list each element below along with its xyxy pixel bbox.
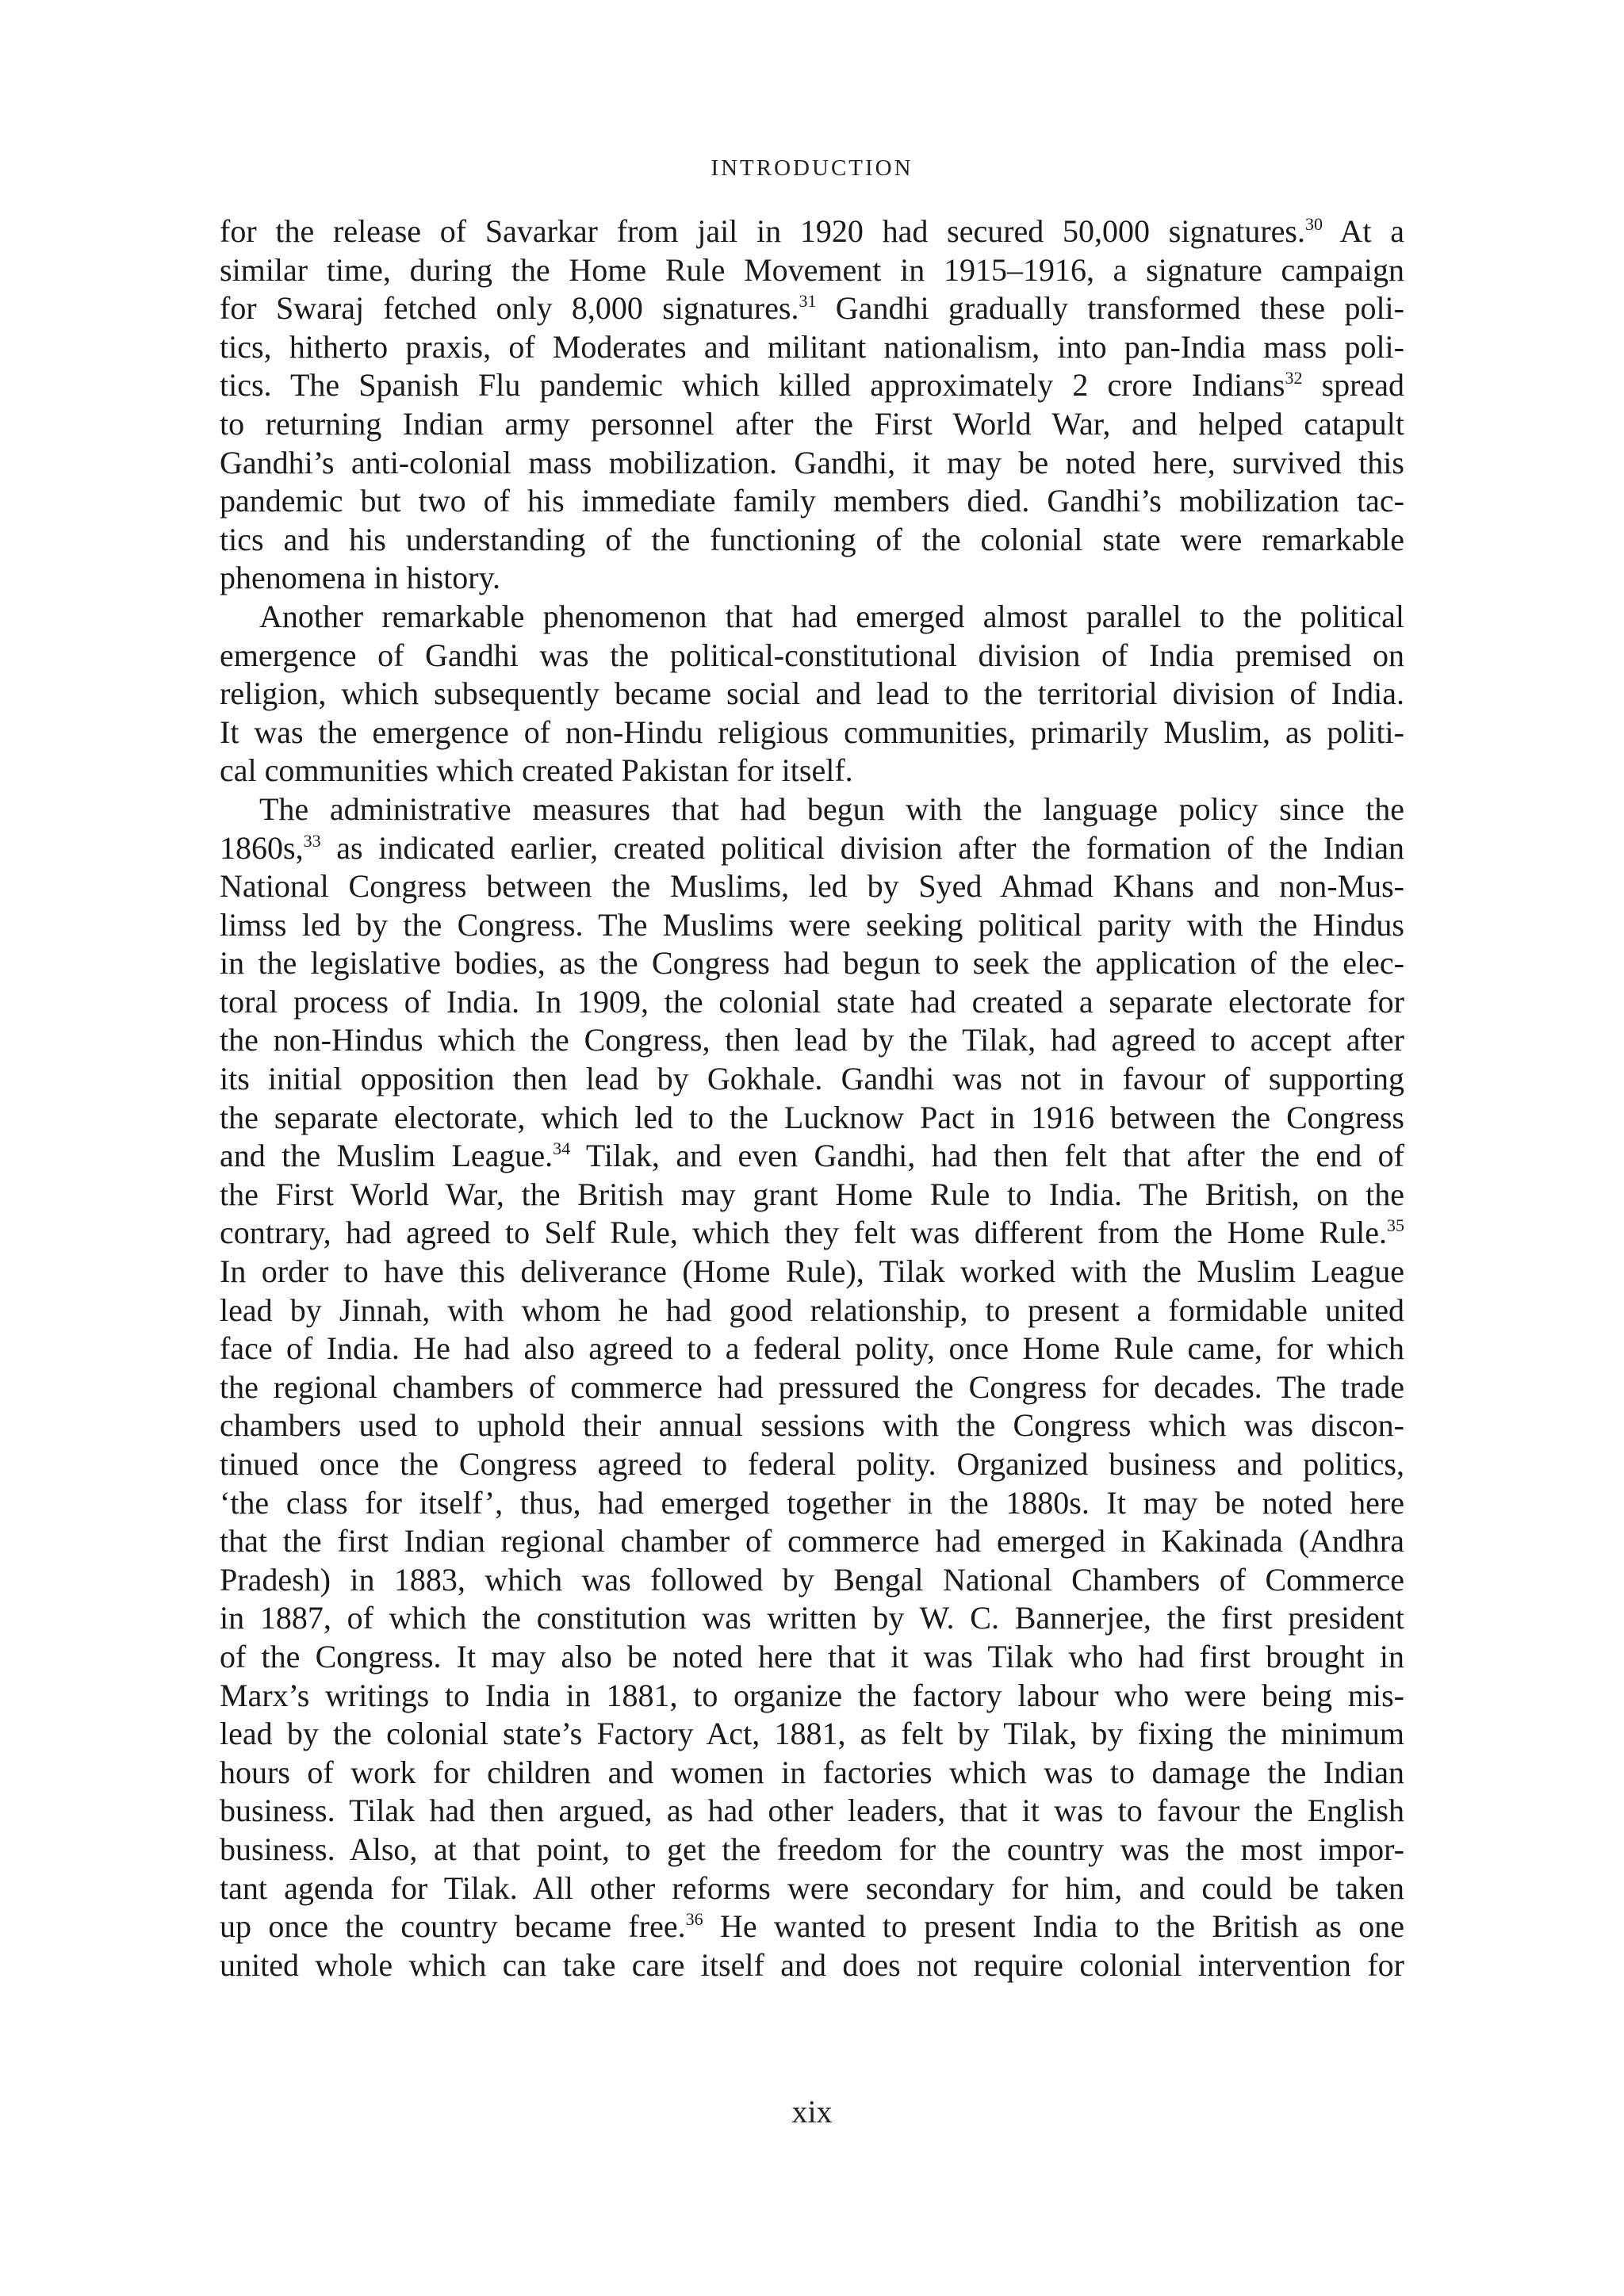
line-text: Gandhi’s anti-colonial mass mobilization. Gandhi, it may be noted here, survived this (220, 444, 1404, 480)
text-line (220, 289, 1404, 328)
text-line (220, 1330, 1404, 1368)
text-line (220, 1677, 1404, 1716)
line-text: toral process of India. In 1909, the colonial state had created a separate electorate for (220, 983, 1404, 1020)
line-text: tics, hitherto praxis, of Moderates and militant nationalism, into pan-India mass poli- (220, 328, 1404, 365)
line-text: to returning Indian army personnel after the First World War, and helped catapult (220, 405, 1404, 442)
text-line (220, 1214, 1404, 1253)
line-text: Pradesh) in 1883, which was followed by Bengal National Chambers of Commerce (220, 1561, 1404, 1598)
line-text: cal communities which created Pakistan for itself. (220, 752, 853, 789)
text-line (220, 983, 1404, 1022)
line-text: tinued once the Congress agreed to federal polity. Organized business and politics, (220, 1446, 1404, 1482)
text-line (220, 1638, 1404, 1677)
text-line (220, 1792, 1404, 1831)
line-text: pandemic but two of his immediate family members died. Gandhi’s mobilization tac- (220, 483, 1404, 519)
footnote-marker: 34 (553, 1138, 571, 1159)
text-line (220, 867, 1404, 906)
text-line (220, 1176, 1404, 1215)
line-text: chambers used to uphold their annual sessions with the Congress which was discon- (220, 1407, 1404, 1444)
text-line (220, 1445, 1404, 1484)
line-text: in 1887, of which the constitution was written by W. C. Bannerjee, the first president (220, 1600, 1404, 1636)
line-text: business. Also, at that point, to get the freedom for the country was the most impor- (220, 1831, 1404, 1867)
line-text-continued: spread (1302, 367, 1404, 404)
text-line (220, 790, 1404, 829)
line-text: up once the country became free. (220, 1908, 686, 1945)
text-line (220, 1021, 1404, 1060)
line-text: similar time, during the Home Rule Movement in 1915–1916, a signature campaign (220, 251, 1404, 288)
running-head: INTRODUCTION (710, 155, 914, 181)
text-line (220, 1946, 1404, 1985)
text-line (220, 444, 1404, 483)
text-line (220, 251, 1404, 290)
line-text: hours of work for children and women in factories which was to damage the Indian (220, 1754, 1404, 1790)
line-text: contrary, had agreed to Self Rule, which they felt was different from the Home Rule. (220, 1215, 1387, 1251)
line-text: of the Congress. It may also be noted here that it was Tilak who had first brought in (220, 1638, 1404, 1674)
text-line (220, 1908, 1404, 1946)
text-line (220, 1599, 1404, 1638)
line-text: It was the emergence of non-Hindu religious communities, primarily Muslim, as politi- (220, 714, 1404, 750)
line-text: emergence of Gandhi was the political-constitutional division of India premised on (220, 637, 1404, 673)
line-text: religion, which subsequently became social and lead to the territorial division of India. (220, 675, 1404, 712)
line-text: tics and his understanding of the functioning of the colonial state were remarkable (220, 521, 1404, 557)
text-line (220, 482, 1404, 521)
text-line (220, 714, 1404, 752)
line-text: National Congress between the Muslims, led by Syed Ahmad Khans and non-Mus- (220, 868, 1404, 905)
line-text: the regional chambers of commerce had pressured the Congress for decades. The trade (220, 1368, 1404, 1405)
line-text: that the first Indian regional chamber of commerce had emerged in Kakinada (Andhra (220, 1523, 1404, 1559)
line-text: united whole which can take care itself and does not require colonial intervention for (220, 1946, 1404, 1983)
line-text: Another remarkable phenomenon that had emerged almost parallel to the political (259, 598, 1404, 634)
line-text: Marx’s writings to India in 1881, to organize the factory labour who were being mis- (220, 1677, 1404, 1713)
page-number: xix (791, 2094, 833, 2130)
text-line (220, 1292, 1404, 1330)
text-line (220, 1522, 1404, 1561)
line-text: lead by Jinnah, with whom he had good relationship, to present a formidable united (220, 1292, 1404, 1328)
text-line (220, 559, 1404, 598)
line-text: ‘the class for itself’, thus, had emerged together in the 1880s. It may be noted here (220, 1484, 1404, 1521)
line-text-continued: He wanted to present India to the British as one (703, 1908, 1405, 1945)
text-line (220, 328, 1404, 367)
text-line (220, 598, 1404, 637)
footnote-marker: 31 (799, 291, 817, 312)
text-line (220, 1561, 1404, 1600)
line-text: and the Muslim League. (220, 1138, 553, 1174)
line-text: for Swaraj fetched only 8,000 signatures. (220, 290, 799, 327)
text-line (220, 637, 1404, 675)
text-line (220, 1484, 1404, 1523)
text-line (220, 1715, 1404, 1754)
text-line (220, 521, 1404, 560)
footnote-marker: 35 (1387, 1215, 1404, 1236)
text-line (220, 1099, 1404, 1138)
text-line (220, 944, 1404, 983)
text-line (220, 829, 1404, 868)
footnote-marker: 32 (1285, 368, 1303, 388)
line-text: the separate electorate, which led to the Lucknow Pact in 1916 between the Congress (220, 1099, 1404, 1135)
line-text-continued: Gandhi gradually transformed these poli- (816, 290, 1404, 327)
line-text: face of India. He had also agreed to a federal polity, once Home Rule came, for which (220, 1330, 1404, 1367)
text-line (220, 1754, 1404, 1793)
line-text: tant agenda for Tilak. All other reforms were secondary for him, and could be taken (220, 1869, 1404, 1906)
text-line (220, 1368, 1404, 1407)
text-line (220, 675, 1404, 714)
line-text-continued: Tilak, and even Gandhi, had then felt that after the end of (570, 1138, 1404, 1174)
line-text-continued: At a (1322, 213, 1405, 249)
line-text: in the legislative bodies, as the Congress had begun to seek the application of the elec- (220, 945, 1404, 982)
text-line (220, 906, 1404, 945)
text-line (220, 1831, 1404, 1869)
body-text (220, 212, 1404, 1984)
line-text: the non-Hindus which the Congress, then lead by the Tilak, had agreed to accept after (220, 1022, 1404, 1058)
footnote-marker: 33 (303, 830, 321, 851)
line-text: business. Tilak had then argued, as had other leaders, that it was to favour the English (220, 1793, 1404, 1829)
line-text: 1860s, (220, 829, 304, 866)
line-text: In order to have this deliverance (Home Rule), Tilak worked with the Muslim League (220, 1253, 1404, 1290)
footnote-marker: 30 (1304, 214, 1323, 234)
line-text: the First World War, the British may grant Home Rule to India. The British, on the (220, 1176, 1404, 1212)
line-text: phenomena in history. (220, 560, 501, 596)
line-text: for the release of Savarkar from jail in 1920 had secured 50,000 signatures. (220, 213, 1305, 249)
text-line (220, 1406, 1404, 1445)
text-line (220, 405, 1404, 444)
line-text-continued: as indicated earlier, created political division after the formation of the Indian (320, 829, 1404, 866)
text-line (220, 1253, 1404, 1292)
text-line (220, 212, 1404, 251)
text-line (220, 1869, 1404, 1908)
line-text: The administrative measures that had begun with the language policy since the (259, 790, 1404, 827)
line-text: its initial opposition then lead by Gokhale. Gandhi was not in favour of supporting (220, 1061, 1404, 1097)
line-text: tics. The Spanish Flu pandemic which killed approximately 2 crore Indians (220, 367, 1285, 404)
text-line (220, 1060, 1404, 1099)
line-text: limss led by the Congress. The Muslims were seeking political parity with the Hindus (220, 906, 1404, 943)
text-line (220, 752, 1404, 790)
text-line (220, 366, 1404, 405)
text-line (220, 1137, 1404, 1176)
footnote-marker: 36 (685, 1909, 703, 1930)
line-text: lead by the colonial state’s Factory Act, 1881, as felt by Tilak, by fixing the minimum (220, 1716, 1404, 1752)
